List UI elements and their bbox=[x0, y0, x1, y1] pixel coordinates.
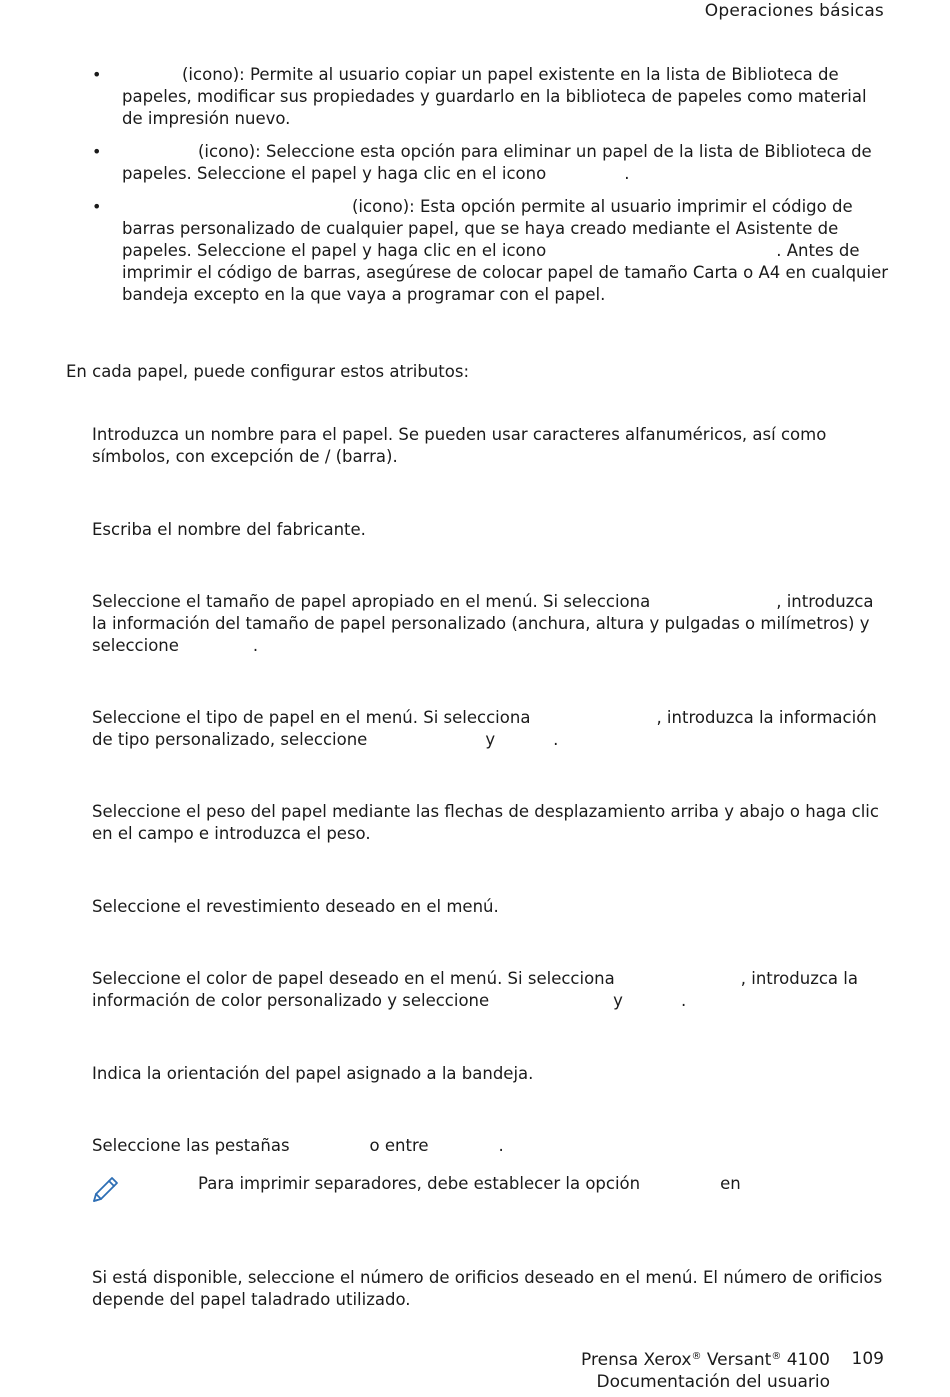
bullet-marker: • bbox=[92, 65, 102, 84]
bullet-text: (icono): Seleccione esta opción para eliminar un papel de la lista de Biblioteca de papeles. Seleccione el papel y haga clic en el icono bbox=[122, 142, 872, 183]
page-number: 109 bbox=[851, 1349, 884, 1369]
list-item-delete bbox=[92, 141, 892, 185]
attr-type-description bbox=[92, 707, 892, 751]
color-text-d: . bbox=[680, 991, 687, 1010]
list-item-barcode bbox=[92, 196, 892, 306]
bullet-text: (icono): Permite al usuario copiar un papel existente en la lista de Biblioteca de papeles, modificar sus propiedades y guardarlo en la biblioteca de papeles como material de impresión nuevo. bbox=[122, 65, 867, 128]
attr-holes-description: Si está disponible, seleccione el número de orificios deseado en el menú. El número de orificios depende del papel taladrado utilizado. bbox=[92, 1268, 883, 1309]
attr-size-description bbox=[92, 591, 892, 657]
bullet-text-end: . bbox=[624, 164, 630, 183]
icon-options-list bbox=[92, 64, 892, 306]
running-header: Operaciones básicas bbox=[704, 1, 884, 21]
size-text-c: . bbox=[252, 636, 259, 655]
footer-product-prefix: Prensa Xerox bbox=[581, 1350, 692, 1370]
bullet-text: (icono): Esta opción permite al usuario imprimir el código de barras personalizado de cualquier papel, que se haya creado mediante el Asistente de papeles. Seleccione el papel y haga clic en el icono bbox=[122, 197, 853, 260]
bullet-marker: • bbox=[92, 142, 102, 161]
size-text-b: , introduzca la información del tamaño de papel personalizado (anchura, altura y pulgadas o milímetros) y seleccione bbox=[92, 592, 874, 655]
footer-product-suffix: 4100 bbox=[781, 1350, 830, 1370]
pencil-icon bbox=[90, 1173, 122, 1205]
type-text-b: , introduzca la información de tipo personalizado, seleccione bbox=[92, 708, 877, 749]
attr-tabs-description bbox=[92, 1135, 892, 1157]
tabs-text-c: . bbox=[498, 1136, 504, 1155]
footer-doc-title: Documentación del usuario bbox=[596, 1372, 830, 1392]
tabs-text-a: Seleccione las pestañas bbox=[92, 1136, 290, 1155]
attr-coating-description: Seleccione el revestimiento deseado en el menú. bbox=[92, 897, 499, 916]
bullet-marker: • bbox=[92, 197, 102, 216]
color-text-c: y bbox=[613, 991, 623, 1010]
footer-product-mid: Versant bbox=[701, 1350, 772, 1370]
attr-manufacturer-description: Escriba el nombre del fabricante. bbox=[92, 520, 366, 539]
attr-orientation-description: Indica la orientación del papel asignado a la bandeja. bbox=[92, 1064, 534, 1083]
size-text-a: Seleccione el tamaño de papel apropiado en el menú. Si selecciona bbox=[92, 592, 651, 611]
intro-text: En cada papel, puede configurar estos atributos: bbox=[66, 362, 470, 381]
color-text-a: Seleccione el color de papel deseado en el menú. Si selecciona bbox=[92, 969, 615, 988]
footer-product-name bbox=[581, 1349, 830, 1371]
bullet-text-end: . Antes de imprimir el código de barras, asegúrese de colocar papel de tamaño Carta o A4 en cualquier bandeja excepto en la que vaya a programar con el papel. bbox=[122, 241, 889, 304]
type-text-c: y bbox=[485, 730, 496, 749]
tabs-text-b: o entre bbox=[369, 1136, 429, 1155]
note-text-b: en bbox=[720, 1174, 741, 1193]
attr-color-description bbox=[92, 968, 892, 1012]
type-text-d: . bbox=[553, 730, 559, 749]
registered-mark: ® bbox=[691, 1351, 702, 1362]
attr-name-description: Introduzca un nombre para el papel. Se pueden usar caracteres alfanuméricos, así como símbolos, con excepción de / (barra). bbox=[92, 425, 827, 466]
note-text-a: Para imprimir separadores, debe establecer la opción bbox=[198, 1174, 641, 1193]
attr-weight-description: Seleccione el peso del papel mediante las flechas de desplazamiento arriba y abajo o haga clic en el campo e introduzca el peso. bbox=[92, 802, 879, 843]
registered-mark: ® bbox=[771, 1351, 782, 1362]
list-item-copy bbox=[92, 64, 892, 130]
note-text bbox=[198, 1173, 741, 1195]
type-text-a: Seleccione el tipo de papel en el menú. Si selecciona bbox=[92, 708, 531, 727]
color-text-b: , introduzca la información de color personalizado y seleccione bbox=[92, 969, 858, 1010]
